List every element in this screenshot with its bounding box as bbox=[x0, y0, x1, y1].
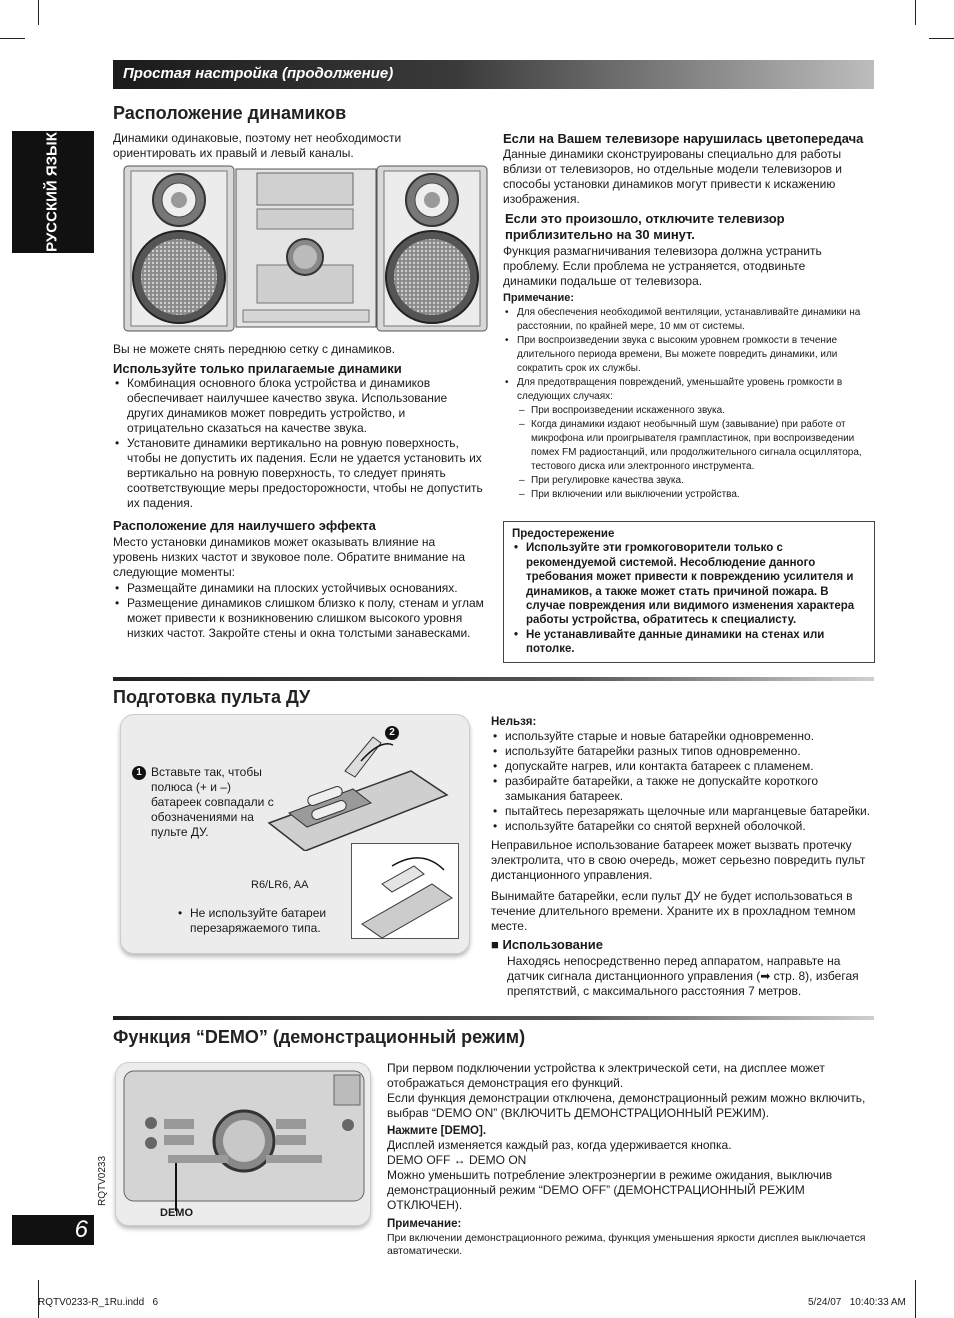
list-item: • используйте старые и новые батарейки одновременно. bbox=[491, 729, 875, 744]
misuse-text: Неправильное использование батареек может вызвать протечку электролита, что в свою очередь, может серьезно повредить пульт дистанционного управления. bbox=[491, 838, 866, 883]
section-header-bar bbox=[113, 60, 874, 89]
crop-mark bbox=[915, 0, 916, 25]
front-panel-icon bbox=[116, 1063, 372, 1227]
crop-mark bbox=[929, 38, 954, 39]
speaker-system-illustration bbox=[123, 165, 489, 333]
language-tab bbox=[12, 131, 94, 253]
list-item: • Комбинация основного блока устройства и динамиков обеспечивает наилучшее качество звука. Использование других динамиков может повредить устройство, и отрицательно сказаться на качестве звука. bbox=[113, 376, 483, 436]
remote-battery-icon bbox=[261, 731, 451, 851]
demo-on-label: DEMO ON bbox=[469, 1153, 527, 1168]
caution-title: Предостережение bbox=[512, 528, 615, 540]
footer-date: 5/24/07 10:40:33 AM bbox=[808, 1297, 906, 1308]
press-text: Дисплей изменяется каждый раз, когда удерживается кнопка. bbox=[387, 1138, 732, 1153]
crop-mark bbox=[0, 38, 25, 39]
list-item: – При регулировке качества звука. bbox=[517, 474, 875, 488]
placement-intro: Место установки динамиков может оказывать влияние на уровень низких частот и звуковое поле. Обратите внимание на следующие моменты: bbox=[113, 535, 465, 579]
demo-text-column bbox=[387, 1061, 875, 1258]
demo-toggle bbox=[387, 1153, 875, 1168]
step1-badge: 1 bbox=[132, 766, 146, 780]
list-item: • пытайтесь перезаряжать щелочные или марганцевые батарейки. bbox=[491, 804, 875, 819]
list-item: • Не устанавливайте данные динамики на стенах или потолке. bbox=[512, 628, 866, 657]
list-item: • Размещение динамиков слишком близко к полу, стенам и углам может привести к возникновению слишком высокого уровня низких частот. Закройте стены и окна толстыми занавесками. bbox=[113, 596, 485, 641]
list-item: • Для предотвращения повреждений, уменьшайте уровень громкости в следующих случаях: bbox=[503, 376, 875, 404]
crop-mark bbox=[38, 0, 39, 25]
list-item: – При включении или выключении устройства. bbox=[517, 488, 875, 502]
remote-cover-icon bbox=[352, 844, 460, 940]
doc-code-vertical bbox=[96, 1155, 110, 1207]
demo-p3: Можно уменьшить потребление электроэнергии в режиме ожидания, выключив демонстрационный режим “DEMO OFF” (ДЕМОНСТРАЦИОННЫЙ РЕЖИМ ОТКЛЮЧЕН). bbox=[387, 1168, 833, 1213]
tv-heading: Если на Вашем телевизоре нарушилась цветопередача bbox=[503, 131, 864, 146]
demo-heading: Функция “DEMO” (демонстрационный режим) bbox=[113, 1027, 526, 1047]
notes-label: Примечание: bbox=[503, 292, 575, 304]
language-label: РУССКИЙ ЯЗЫК bbox=[43, 132, 61, 252]
list-item: • разбирайте батарейки, а также не допускайте короткого замыкания батареек. bbox=[491, 774, 875, 804]
use-list bbox=[113, 376, 483, 511]
usage-heading-row bbox=[491, 937, 875, 953]
demo-illustration-panel bbox=[115, 1062, 371, 1226]
square-bullet-icon: ■ bbox=[491, 937, 503, 953]
list-item: – Когда динамики издают необычный шум (завывание) при работе от микрофона или проигрывателя грампластинок, при воспроизведении помех FM радиостанций, или продолжительного сигнала осциллятора, тестового диска или электронного инструмента. bbox=[517, 418, 875, 474]
grille-note: Вы не можете снять переднюю сетку с динамиков. bbox=[113, 342, 396, 356]
speakers-heading: Расположение динамиков bbox=[113, 103, 347, 123]
section-divider bbox=[113, 677, 874, 681]
list-item: • Не используйте батареи перезаряжаемого типа. bbox=[176, 906, 346, 936]
list-item: – При воспроизведении искаженного звука. bbox=[517, 404, 875, 418]
demo-note-label: Примечание: bbox=[387, 1218, 462, 1231]
speakers-intro: Динамики одинаковые, поэтому нет необходимости ориентировать их правый и левый каналы. bbox=[113, 131, 402, 160]
placement-list bbox=[113, 581, 485, 641]
demo-off-label: DEMO OFF bbox=[387, 1153, 451, 1168]
demo-callout: DEMO bbox=[160, 1207, 193, 1219]
crop-mark bbox=[915, 1280, 916, 1318]
list-item: • При воспроизведении звука с высоким уровнем громкости в течение длительного периода времени, Вы можете повредить динамики, или сократить срок их службы. bbox=[503, 334, 875, 376]
doc-code: RQTV0233 bbox=[96, 1155, 108, 1207]
list-item: • используйте батарейки со снятой верхней оболочкой. bbox=[491, 819, 875, 834]
tv-fix-text: Функция размагничивания телевизора должна устранить проблему. Если проблема не устраняется, отодвиньте динамики подальше от телевизора. bbox=[503, 244, 822, 288]
section-divider bbox=[113, 1016, 874, 1020]
list-item: • допускайте нагрев, или контакта батареек с пламенем. bbox=[491, 759, 875, 774]
list-item: • используйте батарейки разных типов одновременно. bbox=[491, 744, 875, 759]
list-item: • Размещайте динамики на плоских устойчивых основаниях. bbox=[113, 581, 485, 596]
dont-label: Нельзя: bbox=[491, 716, 537, 728]
tv-text: Данные динамики сконструированы специально для работы вблизи от телевизоров, но отдельные модели телевизоров и способы установки динамиков могут привести к искажению изображения. bbox=[503, 147, 842, 206]
demo-p2: Если функция демонстрации отключена, демонстрационный режим можно включить, выбрав “DEMO ON” (ВКЛЮЧИТЬ ДЕМОНСТРАЦИОННЫЙ РЕЖИМ). bbox=[387, 1091, 866, 1120]
panel-note bbox=[176, 906, 346, 936]
double-arrow-icon: ↔ bbox=[453, 1153, 466, 1168]
caution-box bbox=[503, 521, 875, 663]
remote-heading: Подготовка пульта ДУ bbox=[113, 687, 311, 707]
battery-type-label: R6/LR6, AA bbox=[251, 879, 309, 891]
list-item: • Установите динамики вертикально на ровную поверхность, чтобы не допустить их падения. Если не удается установить их вертикально на ровную поверхность, то следует принять соответствующие меры предосторожности, чтобы не допустить их падения. bbox=[113, 436, 483, 511]
footer-file: RQTV0233-R_1Ru.indd 6 bbox=[38, 1297, 159, 1308]
remote-inset-frame bbox=[351, 843, 459, 939]
demo-note-text: При включении демонстрационного режима, функция уменьшения яркости дисплея выключается автоматически. bbox=[387, 1231, 866, 1257]
tv-fix-heading: Если это произошло, отключите телевизор приблизительно на 30 минут. bbox=[505, 211, 785, 243]
remote-illustration-panel bbox=[120, 714, 470, 954]
step2-badge: 2 bbox=[385, 726, 399, 740]
step1-text: Вставьте так, чтобы полюса (+ и –) батареек совпадали с обозначениями на пульте ДУ. bbox=[151, 765, 274, 839]
remote-text-column bbox=[491, 715, 875, 999]
remove-text: Вынимайте батарейки, если пульт ДУ не будет использоваться в течение длительного времени. Храните их в прохладном темном месте. bbox=[491, 889, 856, 934]
list-item: • Используйте эти громкоговорители только с рекомендуемой системой. Несоблюдение данного требования может привести к повреждению усилителя и динамиков, а также может стать причиной пожара. В случае повреждения или видимого изменения характера работы устройства, обратитесь к специалисту. bbox=[512, 541, 866, 627]
placement-heading: Расположение для наилучшего эффекта bbox=[113, 518, 376, 533]
header-title: Простая настройка (продолжение) bbox=[123, 65, 394, 82]
usage-heading: Использование bbox=[502, 937, 603, 953]
press-label: Нажмите [DEMO]. bbox=[387, 1125, 487, 1137]
page-number: 6 bbox=[12, 1215, 94, 1245]
use-heading: Используйте только прилагаемые динамики bbox=[113, 361, 402, 376]
speaker-notes bbox=[503, 292, 875, 502]
usage-text: Находясь непосредственно перед аппаратом, направьте на датчик сигнала дистанционного управления (➡ стр. 8), избегая препятствий, с максимального расстояния 7 метров. bbox=[507, 953, 859, 998]
list-item: • Для обеспечения необходимой вентиляции, устанавливайте динамики на расстоянии, по крайней мере, 10 мм от системы. bbox=[503, 306, 875, 334]
demo-p1: При первом подключении устройства к электрической сети, на дисплее может отображаться демонстрация его функций. bbox=[387, 1061, 825, 1090]
